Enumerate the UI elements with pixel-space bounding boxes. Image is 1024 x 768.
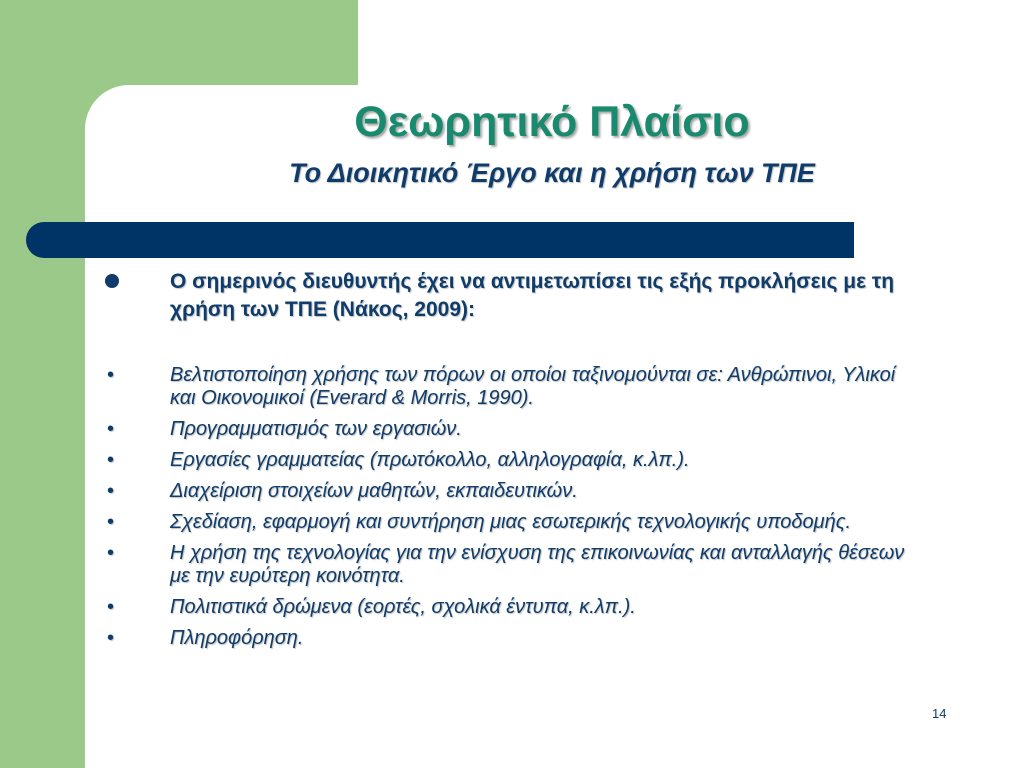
bullet-icon: •: [107, 364, 115, 386]
list-item: • Προγραμματισμός των εργασιών.: [107, 418, 462, 440]
bullet-icon: •: [107, 596, 115, 618]
slide-title: Θεωρητικό Πλαίσιο: [354, 98, 750, 146]
page-number: 14: [932, 706, 947, 721]
bullet-dot-icon: [105, 274, 119, 288]
bullet-icon: •: [107, 480, 115, 502]
bullet-icon: •: [107, 418, 115, 440]
bullet-icon: •: [107, 511, 115, 533]
list-item: • Πολιτιστικά δρώμενα (εορτές, σχολικά έντυπα, κ.λπ.).: [107, 596, 636, 618]
intro-paragraph: [105, 268, 905, 324]
divider-bar: [26, 222, 854, 258]
challenges-list: [105, 364, 925, 658]
bullet-icon: •: [107, 627, 115, 649]
list-item: • Η χρήση της τεχνολογίας για την ενίσχυση της επικοινωνίας και ανταλλαγής θέσεων με την ευρύτερη κοινότητα.: [107, 542, 905, 587]
list-item: • Εργασίες γραμματείας (πρωτόκολλο, αλληλογραφία, κ.λπ.).: [107, 449, 690, 471]
list-item: • Διαχείριση στοιχείων μαθητών, εκπαιδευτικών.: [107, 480, 578, 502]
list-item: • Σχεδίαση, εφαρμογή και συντήρηση μιας εσωτερικής τεχνολογικής υποδομής.: [107, 511, 852, 533]
list-item: • Πληροφόρηση.: [107, 627, 304, 649]
bullet-icon: •: [107, 449, 115, 471]
bullet-icon: •: [107, 542, 115, 564]
intro-text: Ο σημερινός διευθυντής έχει να αντιμετωπίσει τις εξής προκλήσεις με τη χρήση των ΤΠΕ (Νάκος, 2009):: [170, 270, 895, 321]
list-item: • Βελτιστοποίηση χρήσης των πόρων οι οποίοι ταξινομούνται σε: Ανθρώπινοι, Υλικοί και Οικονομικοί (Everard & Morris, 1990).: [107, 364, 896, 409]
slide-subtitle: Το Διοικητικό Έργο και η χρήση των ΤΠΕ: [289, 158, 815, 188]
